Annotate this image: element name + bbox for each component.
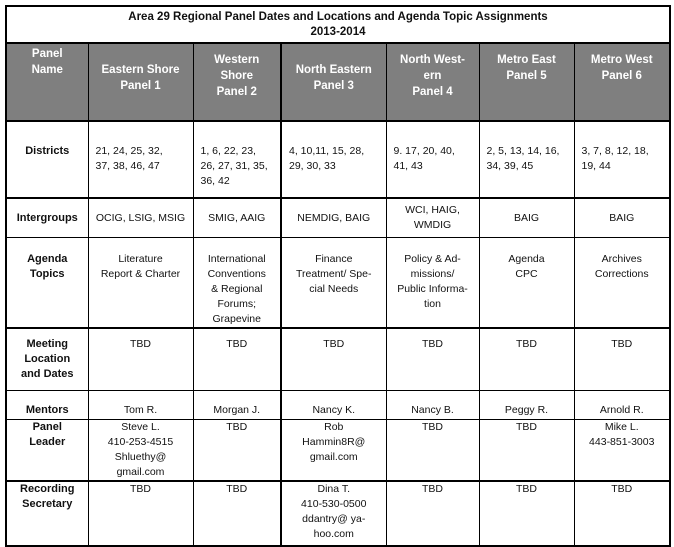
cell-line: Treatment/ Spe- — [296, 268, 372, 280]
cell-agenda-panel-2 — [193, 238, 281, 329]
header-panel-1 — [88, 43, 193, 121]
cell-line: Mike L. — [604, 420, 639, 433]
cell-meeting-panel-2 — [193, 328, 281, 390]
cell-meeting-panel-4 — [386, 328, 479, 390]
table-row-secretary — [6, 481, 670, 546]
cell-line: Report & Charter — [100, 268, 181, 280]
header-panel-line: Panel 2 — [216, 86, 257, 98]
cell-line: 19, 44 — [581, 160, 611, 172]
cell-secretary-panel-2 — [193, 481, 281, 546]
header-panel-5 — [479, 43, 574, 121]
cell-mentors-panel-6 — [574, 390, 670, 419]
cell-line: Finance — [315, 253, 353, 265]
table-row-intergroups — [6, 198, 670, 238]
cell-line: TBD — [422, 482, 443, 495]
cell-line: 41, 43 — [393, 160, 423, 172]
cell-intergroups-panel-4 — [386, 198, 479, 238]
cell-leader-panel-4 — [386, 419, 479, 481]
cell-line: Public Informa- — [397, 283, 468, 295]
row-label-districts — [6, 121, 88, 198]
row-label-agenda — [6, 238, 88, 329]
cell-line: 37, 38, 46, 47 — [95, 160, 160, 172]
cell-line: TBD — [226, 482, 248, 495]
cell-leader-panel-3 — [281, 419, 386, 481]
table-title — [6, 6, 670, 43]
cell-line: TBD — [611, 482, 633, 495]
header-panel-line: Panel 3 — [313, 80, 354, 92]
cell-line: hoo.com — [313, 527, 354, 540]
table-row-districts — [6, 121, 670, 198]
cell-line: Dina T. — [317, 482, 350, 495]
cell-line: Conventions — [207, 268, 266, 280]
cell-line: Policy & Ad- — [404, 253, 461, 265]
cell-secretary-panel-6 — [574, 481, 670, 546]
cell-line: TBD — [516, 482, 537, 495]
row-label-leader — [6, 419, 88, 481]
cell-line: 34, 39, 45 — [486, 160, 534, 172]
row-label-line: Districts — [25, 145, 70, 157]
cell-line: Grapevine — [212, 313, 261, 325]
cell-mentors-panel-5 — [479, 390, 574, 419]
cell-line: TBD — [422, 338, 443, 350]
cell-line: missions/ — [410, 268, 455, 280]
cell-line: Agenda — [508, 253, 545, 265]
cell-intergroups-panel-5 — [479, 198, 574, 238]
table-row-mentors — [6, 390, 670, 419]
header-panel-line: Eastern Shore — [101, 64, 180, 76]
header-panel-line: Panel 6 — [601, 70, 642, 82]
header-label-line: Panel — [31, 48, 63, 60]
cell-line: BAIG — [513, 211, 540, 224]
header-panel-line: Metro West — [590, 54, 653, 66]
panel-assignments-document — [5, 5, 669, 547]
row-label-intergroups — [6, 198, 88, 238]
row-label-line: Agenda — [27, 253, 68, 265]
cell-line: 9. 17, 20, 40, — [393, 145, 455, 157]
cell-line: TBD — [422, 420, 443, 433]
header-panel-4 — [386, 43, 479, 121]
header-panel-line: ern — [423, 70, 442, 82]
cell-line: BAIG — [609, 211, 635, 224]
cell-mentors-panel-3 — [281, 390, 386, 419]
cell-line: 443-851-3003 — [589, 435, 655, 448]
panel-assignments-table — [5, 5, 671, 547]
cell-line: gmail.com — [309, 450, 358, 463]
row-label-mentors — [6, 390, 88, 419]
header-panel-line: Western — [214, 54, 260, 66]
cell-line: 21, 24, 25, 32, — [95, 145, 163, 157]
cell-secretary-panel-4 — [386, 481, 479, 546]
cell-intergroups-panel-3 — [281, 198, 386, 238]
cell-line: Shluethy@ — [114, 450, 167, 463]
cell-line: SMIG, AAIG — [208, 211, 266, 224]
cell-mentors-panel-1 — [88, 390, 193, 419]
header-panel-line: Panel 5 — [506, 70, 547, 82]
header-panel-line: Shore — [220, 70, 254, 82]
row-label-line: Leader — [29, 435, 66, 448]
header-panel-name — [6, 43, 88, 121]
cell-secretary-panel-1 — [88, 481, 193, 546]
row-label-line: Secretary — [22, 497, 73, 510]
cell-intergroups-panel-6 — [574, 198, 670, 238]
row-label-secretary — [6, 481, 88, 546]
header-label-line: Name — [31, 64, 63, 76]
row-label-line: Location — [24, 353, 71, 365]
row-label-line: Mentors — [25, 403, 69, 416]
cell-meeting-panel-1 — [88, 328, 193, 390]
cell-agenda-panel-4 — [386, 238, 479, 329]
cell-leader-panel-2 — [193, 419, 281, 481]
header-panel-line: North West- — [400, 54, 465, 66]
cell-agenda-panel-3 — [281, 238, 386, 329]
header-panel-3 — [281, 43, 386, 121]
cell-line: gmail.com — [116, 465, 165, 478]
header-panel-line: Panel 1 — [120, 80, 161, 92]
cell-line: TBD — [516, 338, 537, 350]
cell-line: TBD — [130, 338, 151, 350]
row-label-line: Recording — [20, 482, 75, 495]
cell-line: & Regional — [211, 283, 263, 295]
cell-line: 29, 30, 33 — [289, 160, 336, 172]
cell-line: CPC — [515, 268, 538, 280]
row-label-line: and Dates — [20, 368, 74, 380]
cell-line: TBD — [323, 338, 345, 350]
cell-line: International — [207, 253, 266, 265]
cell-line: 1, 6, 22, 23, — [200, 145, 256, 157]
cell-line: Hammin8R@ — [302, 435, 366, 448]
table-row-meeting — [6, 328, 670, 390]
cell-agenda-panel-5 — [479, 238, 574, 329]
cell-line: TBD — [130, 482, 151, 495]
cell-leader-panel-1 — [88, 419, 193, 481]
cell-line: WCI, HAIG, — [405, 204, 460, 216]
cell-line: 2, 5, 13, 14, 16, — [486, 145, 560, 157]
cell-districts-panel-2 — [193, 121, 281, 198]
cell-districts-panel-3 — [281, 121, 386, 198]
table-row-leader — [6, 419, 670, 481]
cell-line: Steve L. — [121, 420, 160, 433]
cell-leader-panel-6 — [574, 419, 670, 481]
cell-line: 36, 42 — [200, 175, 230, 187]
cell-secretary-panel-3 — [281, 481, 386, 546]
cell-intergroups-panel-1 — [88, 198, 193, 238]
header-panel-2 — [193, 43, 281, 121]
cell-agenda-panel-6 — [574, 238, 670, 329]
cell-line: Arnold R. — [599, 403, 644, 416]
cell-line: Corrections — [594, 268, 649, 280]
header-panel-line: North Eastern — [295, 64, 372, 76]
header-panel-line: Metro East — [497, 54, 556, 66]
cell-line: tion — [424, 298, 441, 310]
cell-districts-panel-1 — [88, 121, 193, 198]
cell-line: ddantry@ ya- — [302, 512, 366, 525]
cell-line: 3, 7, 8, 12, 18, — [581, 145, 649, 157]
row-label-line: Panel — [32, 420, 62, 433]
row-label-line: Intergroups — [16, 211, 78, 224]
cell-line: Nancy K. — [312, 403, 356, 416]
cell-line: 410-530-0500 — [301, 497, 367, 510]
cell-line: Tom R. — [123, 403, 158, 416]
cell-line: NEMDIG, BAIG — [297, 211, 371, 224]
cell-meeting-panel-5 — [479, 328, 574, 390]
cell-line: cial Needs — [309, 283, 359, 295]
cell-line: TBD — [611, 338, 633, 350]
cell-line: Forums; — [217, 298, 256, 310]
cell-line: Rob — [324, 420, 344, 433]
cell-line: Archives — [601, 253, 642, 265]
cell-line: 410-253-4515 — [107, 435, 174, 448]
cell-meeting-panel-3 — [281, 328, 386, 390]
cell-mentors-panel-4 — [386, 390, 479, 419]
cell-agenda-panel-1 — [88, 238, 193, 329]
cell-line: 26, 27, 31, 35, — [200, 160, 268, 172]
cell-line: 4, 10,11, 15, 28, — [289, 145, 365, 157]
row-label-line: Meeting — [26, 338, 69, 350]
cell-line: TBD — [226, 420, 248, 433]
cell-districts-panel-5 — [479, 121, 574, 198]
cell-line: Literature — [118, 253, 163, 265]
cell-line: TBD — [516, 420, 537, 433]
cell-line: Morgan J. — [213, 403, 261, 416]
cell-line: Peggy R. — [504, 403, 549, 416]
header-row — [6, 43, 670, 121]
header-panel-line: Panel 4 — [412, 86, 453, 98]
title-line-2: 2013-2014 — [310, 26, 366, 38]
cell-meeting-panel-6 — [574, 328, 670, 390]
cell-line: OCIG, LSIG, MSIG — [95, 211, 186, 224]
table-row-agenda — [6, 238, 670, 329]
cell-line: TBD — [226, 338, 248, 350]
cell-leader-panel-5 — [479, 419, 574, 481]
header-panel-6 — [574, 43, 670, 121]
cell-line: Nancy B. — [411, 403, 454, 416]
cell-districts-panel-4 — [386, 121, 479, 198]
row-label-line: Topics — [29, 268, 65, 280]
cell-districts-panel-6 — [574, 121, 670, 198]
row-label-meeting — [6, 328, 88, 390]
title-line-1: Area 29 Regional Panel Dates and Locations and Agenda Topic Assignments — [128, 11, 548, 23]
cell-line: WMDIG — [413, 219, 452, 231]
cell-mentors-panel-2 — [193, 390, 281, 419]
cell-secretary-panel-5 — [479, 481, 574, 546]
cell-intergroups-panel-2 — [193, 198, 281, 238]
